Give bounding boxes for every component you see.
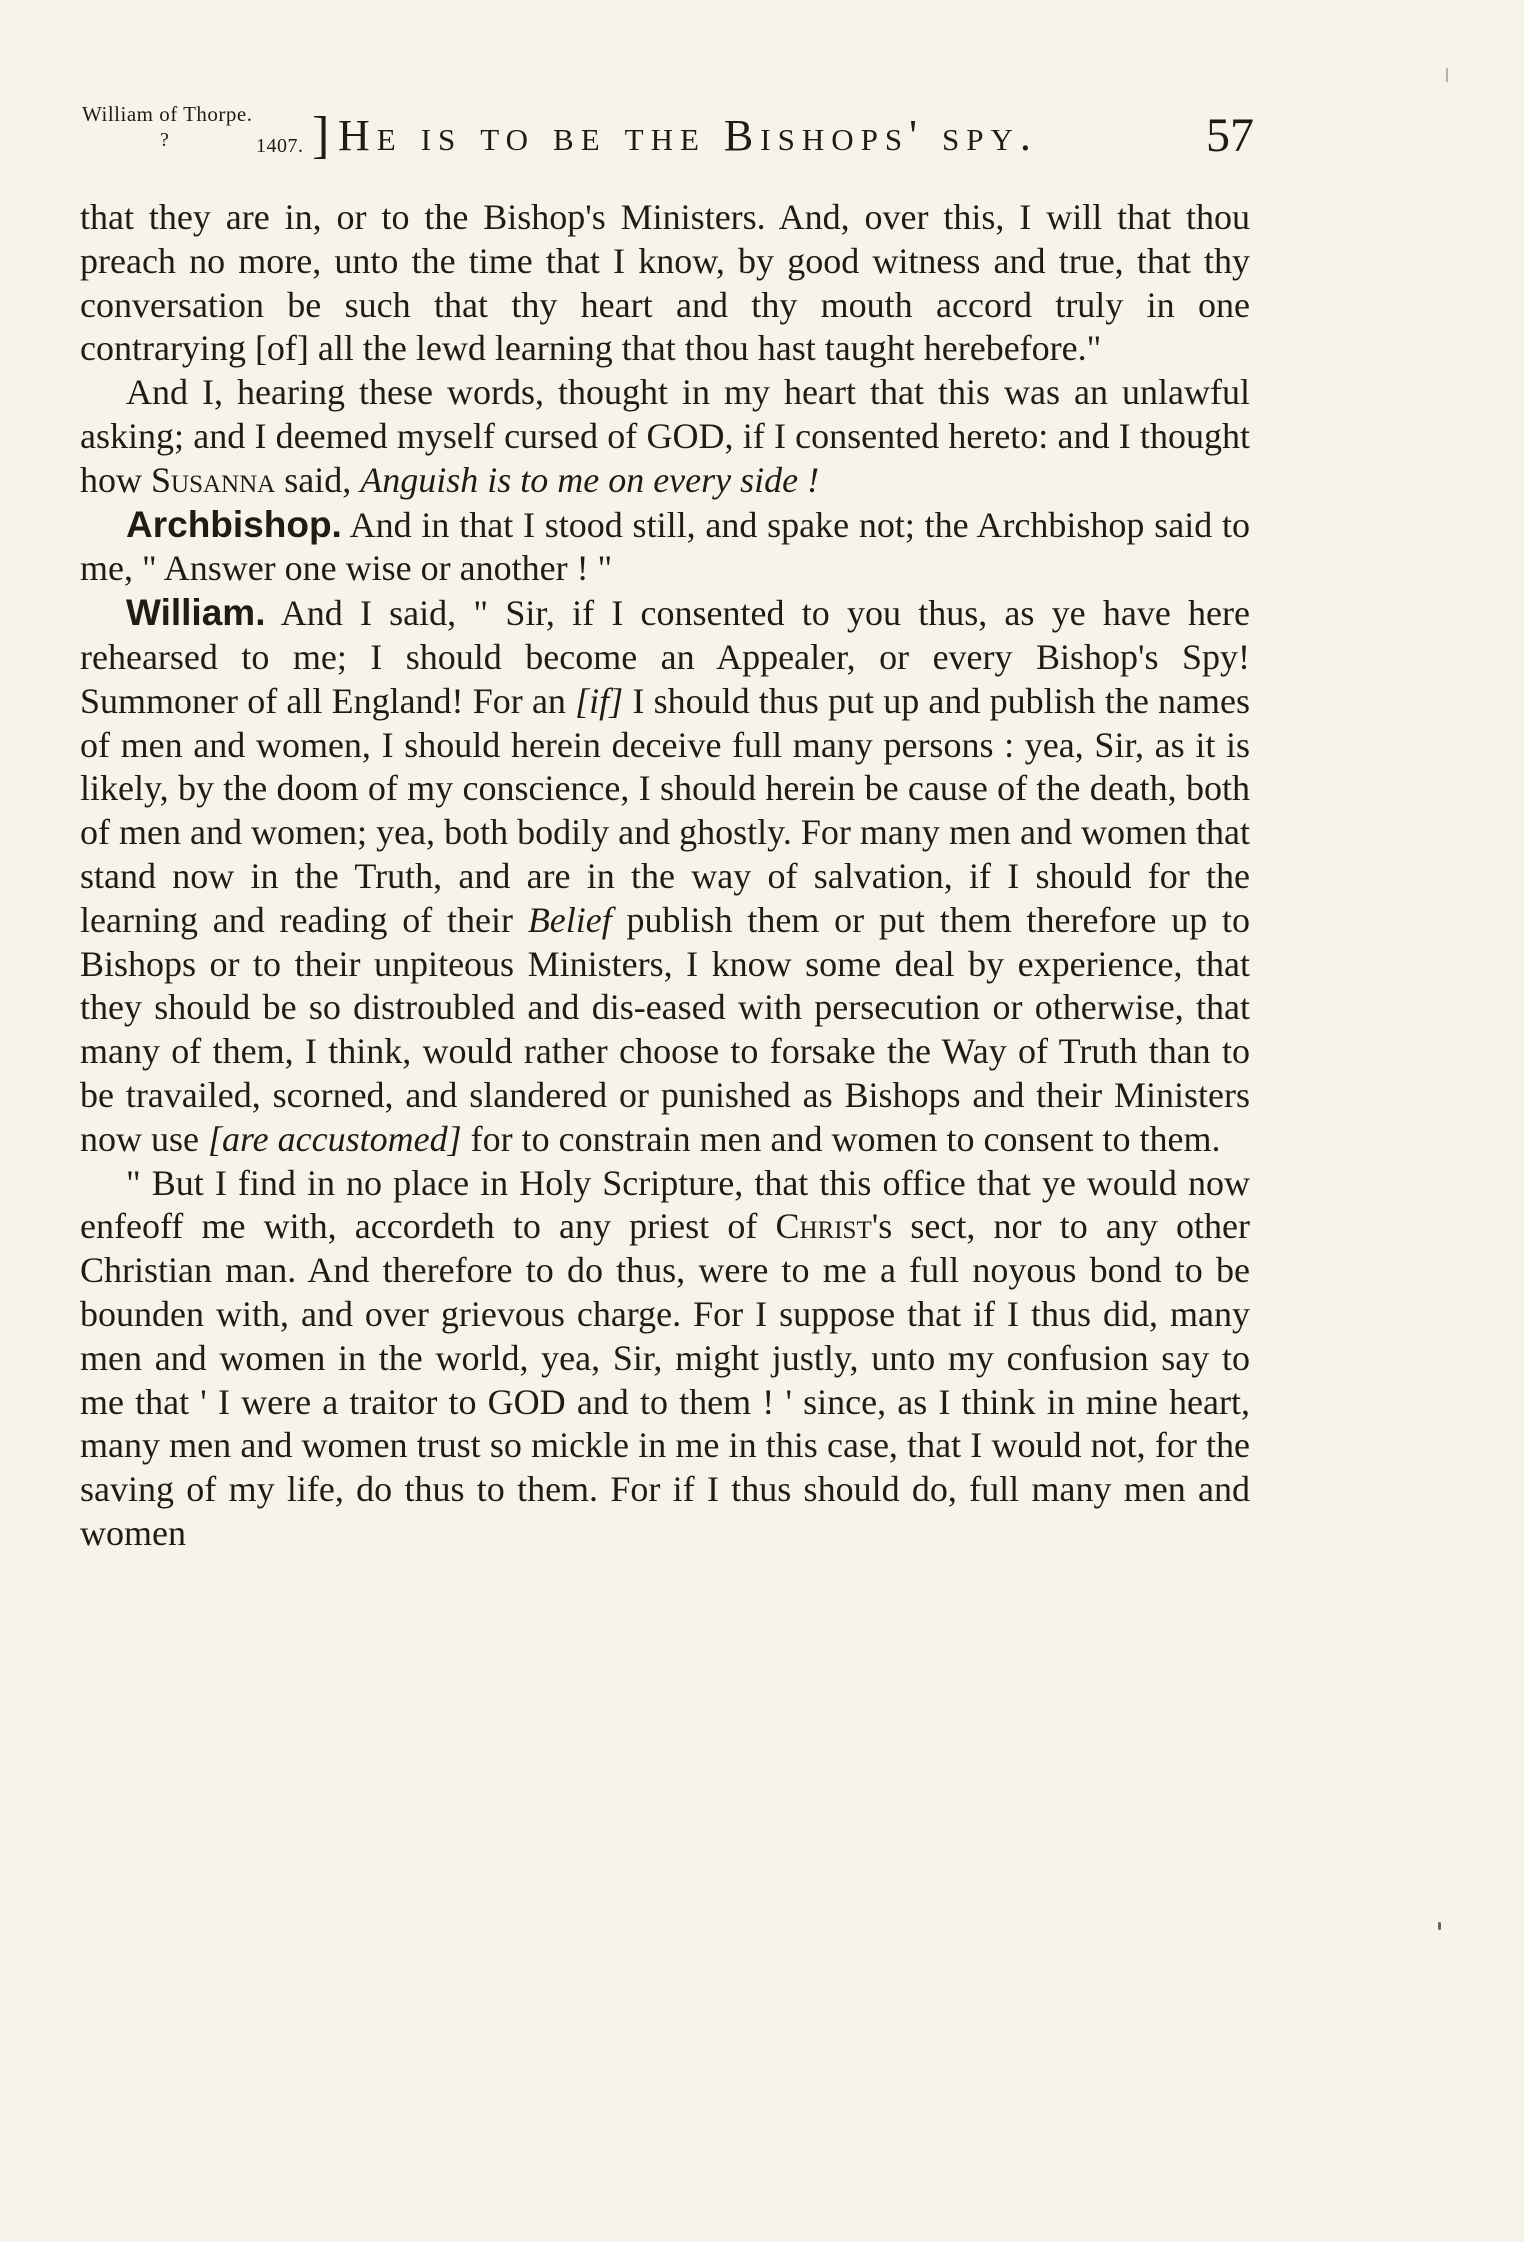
text-run: " But I find in no place in Holy Scripture, that this office that ye would now enfeoff me with, accordeth to any priest of xyxy=(80,1162,1250,1247)
italic-insertion: [are accustomed] xyxy=(208,1118,462,1159)
text-run: for to constrain men and women to consent to them. xyxy=(461,1118,1221,1159)
name-susanna: Susanna xyxy=(151,459,276,500)
text-run: And I, hearing these words, thought in my heart that this was an unlawful asking; and I deemed myself cursed of GOD, if I consented hereto: and I thought how xyxy=(80,372,1250,500)
paragraph: that they are in, or to the Bishop's Ministers. And, over this, I will that thou preach no more, unto the time that I know, by good witness and true, that thy conversation be such that thy heart and thy mouth accord truly in one contrarying [of] all the lewd learning that thou hast taught herebefore." xyxy=(80,197,1250,369)
margin-blemish xyxy=(1438,1922,1441,1930)
margin-sidenote xyxy=(82,100,338,164)
italic-insertion: [if] xyxy=(575,680,624,721)
running-head xyxy=(82,94,1254,164)
italic-quotation: Anguish is to me on every side ! xyxy=(360,459,820,500)
text-run: And in that I stood still, and spake not; the Archbishop said to me, " Answer one wise or another ! " xyxy=(80,504,1250,589)
sidenote-query: ? xyxy=(160,129,170,151)
sidenote-author: William of Thorpe. xyxy=(82,102,253,126)
speaker-label-william: William. xyxy=(126,592,266,634)
text-run: I should thus put up and publish the names of men and women, I should herein deceive full many persons : yea, Sir, as it is likely, by the doom of my conscience, I should herein be cause of the death, both of men and women; yea, both bodily and ghostly. For many men and women that stand now in the Truth, and are in the way of salvation, if I should for the learning and reading of their xyxy=(80,680,1250,940)
text-run: publish them or put them therefore up to Bishops or to their unpiteous Ministers, I know some deal by experience, that they should be so distroubled and dis-eased with persecution or otherwise, that many of them, I think, would rather choose to forsake the Way of Truth than to be travailed, scorned, and slandered or punished as Bishops and their Ministers now use xyxy=(80,899,1250,1159)
text-run: 's sect, nor to any other Christian man. And therefore to do thus, were to me a full noyous bond to be bounden with, and over grievous charge. For I suppose that if I thus did, many men and women in the world, yea, Sir, might justly, unto my confusion say to me that ' I were a traitor to GOD and to them ! ' since, as I think in mine heart, many men and women trust so mickle in me in this case, that I would not, for the saving of my life, do thus to them. For if I thus should do, full many men and women xyxy=(80,1206,1250,1553)
paragraph xyxy=(80,1162,1250,1556)
page-title: He is to be the Bishops' spy. xyxy=(338,111,1038,160)
paragraph xyxy=(80,371,1250,502)
text-run: And I said, " Sir, if I consented to you thus, as ye have here rehearsed to me; I should become an Appealer, or every Bishop's Spy! Summoner of all England! For an xyxy=(80,593,1250,721)
paragraph xyxy=(80,591,1250,1161)
text-run: said, xyxy=(275,459,361,500)
speaker-label-archbishop: Archbishop. xyxy=(126,503,342,545)
body-text xyxy=(80,196,1250,1556)
sidenote-bracket: ] xyxy=(312,107,330,164)
italic-word: Belief xyxy=(527,899,612,940)
name-christ: Christ xyxy=(775,1206,872,1247)
paragraph xyxy=(80,503,1250,592)
sidenote-year: 1407. xyxy=(256,135,304,157)
page-number: 57 xyxy=(1206,109,1254,162)
page-blemish xyxy=(1446,68,1448,82)
